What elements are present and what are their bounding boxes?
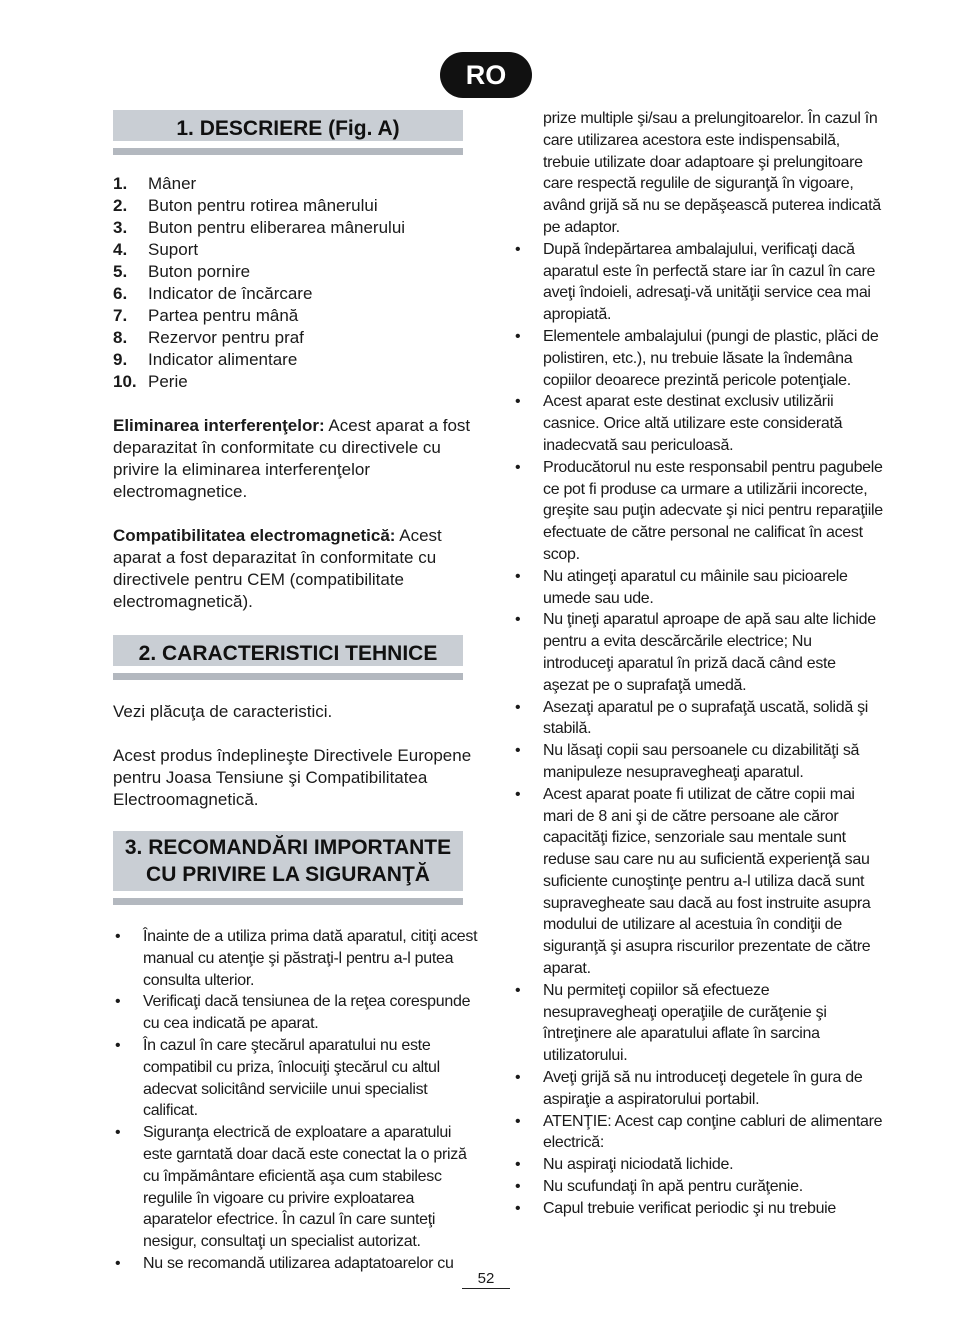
parts-item-number: 9. [113, 350, 128, 369]
safety-title-line-1: 3. RECOMANDĂRI IMPORTANTE [124, 836, 452, 859]
safety-title-line-2: CU PRIVIRE LA SIGURANŢĂ [146, 863, 430, 886]
safety-bullet-item: • ATENŢIE: Acest cap conţine cabluri de alimentare electrică: [513, 1111, 883, 1155]
parts-item-label: Suport [148, 240, 199, 259]
technical-paragraph-1: Vezi plăcuţa de caracteristici. [113, 702, 333, 721]
safety-bullet-item: • Acest aparat poate fi utilizat de către copii mai mari de 8 ani şi de către persoane ale căror capacităţi fizice, senzoriale sau mentale sunt reduse sau care nu au suficientă experienţă sau suficiente cunoştinţe pentru a-l utiliza dacă sunt supravegheate sau dacă au fost instruite asupra modului de utilizare al acestuia în condiţii de siguranţă şi asupra riscurilor prezentate de către aparat. [513, 784, 883, 980]
parts-list-item [113, 261, 478, 283]
parts-list-item [113, 349, 478, 371]
parts-item-label: Indicator alimentare [148, 350, 298, 369]
safety-bullet-item: • Nu permiteţi copiilor să efectueze nesupravegheaţi operaţiile de curăţenie şi întreţinere ale aparatului aflate în sarcina utilizatorului. [513, 980, 883, 1067]
parts-item-number: 2. [113, 196, 128, 215]
safety-bullet-item: • Siguranţa electrică de exploatare a aparatului este garntată doar dacă este conectat la o priză cu împământare eficientă aşa cum stabilesc regulile în vigoare cu privire exploatarea aparatelor efectrice. În cazul în care sunteţi nesigur, consultaţi un specialist autorizat. [113, 1122, 478, 1253]
parts-list [113, 173, 478, 393]
parts-list-item [113, 371, 478, 393]
parts-list-item [113, 327, 478, 349]
technical-paragraph-2: Acest produs îndeplineşte Directivele Europene pentru Joasa Tensiune şi Compatibilitatea Electroomagnetică. [113, 746, 472, 809]
left-column [113, 110, 478, 1275]
parts-list-item [113, 305, 478, 327]
safety-bullet-item: • Acest aparat este destinat exclusiv utilizării casnice. Orice altă utilizare este considerată inadecvată sau periculoasă. [513, 391, 883, 456]
safety-bullet-item: • În cazul în care ştecărul aparatului nu este compatibil cu priza, înlocuiţi ştecărul cu altul adecvat solicitând serviciile unui specialist calificat. [113, 1035, 478, 1122]
right-column [513, 108, 883, 1220]
parts-item-number: 6. [113, 284, 128, 303]
safety-bullet-item: • Verificaţi dacă tensiunea de la reţea corespunde cu cea indicată pe aparat. [113, 991, 478, 1035]
parts-item-number: 5. [113, 262, 128, 281]
parts-item-label: Partea pentru mână [148, 306, 299, 325]
parts-item-number: 3. [113, 218, 128, 237]
safety-bullet-item: • Înainte de a utiliza prima dată aparatul, citiţi acest manual cu atenţie şi păstraţi-l pentru a-l putea consulta ulterior. [113, 926, 478, 991]
parts-item-label: Buton pentru eliberarea mânerului [148, 218, 406, 237]
parts-item-label: Indicator de încărcare [148, 284, 313, 303]
safety-list-left [113, 926, 478, 1275]
safety-bullet-item: • Aveţi grijă să nu introduceţi degetele în gura de aspiraţie a aspiratorului portabil. [513, 1067, 883, 1111]
section-title-technical: 2. CARACTERISTICI TEHNICE [113, 635, 463, 673]
emc-text: Acest aparat a fost deparazitat în conformitate cu directivele pentru CEM (compatibilitate electromagnetică). [113, 526, 442, 611]
safety-bullet-item: • Nu atingeţi aparatul cu mâinile sau picioarele umede sau ude. [513, 566, 883, 610]
safety-bullet-item: • După îndepărtarea ambalajului, verificaţi dacă aparatul este în perfectă stare iar în cazul în care aveţi îndoieli, adresaţi-vă unităţii service cea mai apropiată. [513, 239, 883, 326]
parts-list-item [113, 217, 478, 239]
safety-bullet-item: • Nu lăsaţi copii sau persoanele cu dizabilităţi să manipuleze nesupravegheaţi aparatul. [513, 740, 883, 784]
parts-item-number: 7. [113, 306, 128, 325]
safety-continuation: prize multiple şi/sau a prelungitoarelor. În cazul în care utilizarea acestora este indispensabilă, trebuie utilizate doar adaptoare şi prelungitoare care respectă regulile de siguranţă în vigoare, având grijă să nu se depăşească puterea indicată pe adaptor. [543, 110, 881, 236]
parts-item-number: 1. [113, 174, 128, 193]
safety-bullet-item: • Nu ţineţi aparatul aproape de apă sau alte lichide pentru a evita descărcările electrice; Nu introduceţi aparatul în priză dacă când este aşezat pe o suprafaţă umedă. [513, 609, 883, 696]
interference-paragraph [113, 415, 478, 503]
safety-list-right [513, 108, 883, 1220]
interference-text: Acest aparat a fost deparazitat în conformitate cu directivele cu privire la eliminarea interferenţelor electromagnetice. [113, 416, 471, 501]
safety-bullet-item: • Elementele ambalajului (pungi de plastic, plăci de polistiren, etc.), nu trebuie lăsate la îndemâna copiilor deoarece prezintă pericole potenţiale. [513, 326, 883, 391]
parts-item-number: 8. [113, 328, 128, 347]
parts-list-item [113, 239, 478, 261]
emc-label: Compatibilitatea electromagnetică: [113, 526, 396, 545]
language-badge: RO [440, 52, 532, 98]
emc-paragraph [113, 525, 478, 613]
safety-bullet-item: • Nu se recomandă utilizarea adaptatoarelor cu [113, 1253, 478, 1275]
parts-list-item [113, 195, 478, 217]
safety-bullet-item: • Producătorul nu este responsabil pentru pagubele ce pot fi produse ca urmare a utilizării incorecte, greşite sau puţin adecvate şi nici pentru reparaţiile efectuate de către personal ne calificat în acest scop. [513, 457, 883, 566]
parts-list-item [113, 283, 478, 305]
parts-item-number: 10. [113, 372, 137, 391]
parts-item-label: Buton pentru rotirea mânerului [148, 196, 378, 215]
interference-label: Eliminarea interferenţelor: [113, 416, 325, 435]
parts-item-number: 4. [113, 240, 128, 259]
parts-item-label: Mâner [148, 174, 197, 193]
safety-bullet-item: • Capul trebuie verificat periodic şi nu trebuie [513, 1198, 883, 1220]
page-number: 52 [462, 1270, 510, 1289]
parts-item-label: Buton pornire [148, 262, 251, 281]
section-title-description: 1. DESCRIERE (Fig. A) [113, 110, 463, 148]
parts-item-label: Rezervor pentru praf [148, 328, 304, 347]
parts-item-label: Perie [148, 372, 188, 391]
safety-bullet-item: • Asezaţi aparatul pe o suprafaţă uscată, solidă şi stabilă. [513, 697, 883, 741]
section-title-safety [113, 831, 463, 898]
safety-bullet-item: • Nu scufundaţi în apă pentru curăţenie. [513, 1176, 883, 1198]
parts-list-item [113, 173, 478, 195]
safety-bullet-item: • Nu aspiraţi niciodată lichide. [513, 1154, 883, 1176]
